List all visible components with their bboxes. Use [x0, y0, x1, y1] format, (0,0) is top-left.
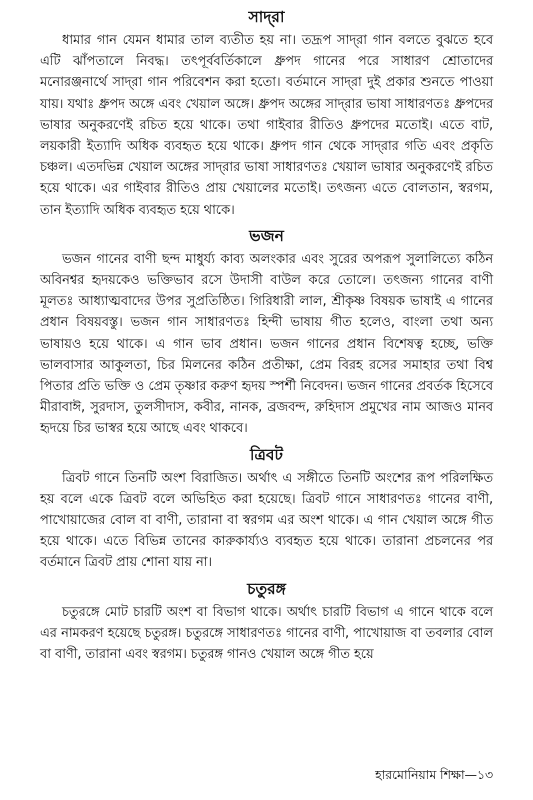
section-paragraph-tribat: ত্রিবট গানে তিনটি অংশ বিরাজিত। অর্থাৎ এ সঙ্গীতে তিনটি অংশের রূপ পরিলক্ষিত হয় বলে একে ত্রিবট বলে অভিহিত করা হয়েছে। ত্রিবট গানে সাধারণতঃ গানের বাণী, পাখোয়াজের বোল বা বাণী, তারানা বা স্বরগম এর অংশ থাকে। এ গান খেয়াল অঙ্গে গীত হয়ে থাকে। এতে বিভিন্ন তানের কারুকার্য্যও ব্যবহৃত হয়ে থাকে। তারানা প্রচলনের পর বর্তমানে ত্রিবট প্রায় শোনা যায় না। [40, 470, 493, 571]
section-paragraph-chaturanga: চতুরঙ্গে মোট চারটি অংশ বা বিভাগ থাকে। অর্থাৎ চারটি বিভাগ এ গানে থাকে বলে এর নামকরণ হয়েছে চতুরঙ্গ। চতুরঙ্গে সাধারণতঃ গানের বাণী, পাখোয়াজ বা তবলার বোল বা বাণী, তারানা এবং স্বরগম। চতুরঙ্গ গানও খেয়াল অঙ্গে গীত হয়ে [40, 604, 493, 663]
section-bhajan [40, 225, 493, 440]
section-heading-tribat: ত্রিবট [250, 445, 283, 464]
section-chaturanga [40, 578, 493, 666]
page-footer: হারমোনিয়াম শিক্ষা—১৩ [375, 767, 493, 782]
section-heading-chaturanga: চতুরঙ্গ [247, 579, 286, 598]
section-sadra [40, 6, 493, 221]
section-heading-bhajan: ভজন [249, 226, 284, 245]
section-paragraph-sadra: ধামার গান যেমন ধামার তাল ব্যতীত হয় না। তদ্রূপ সাদ্‌রা গান বলতে বুঝতে হবে এটি ঝাঁপতালে নিবদ্ধ। তৎপূর্ববর্তিকালে ধ্রুপদ গানের পরে সাধারণ শ্রোতাদের মনোরঞ্জনার্থে সাদ্‌রা গান পরিবেশন করা হতো। বর্তমানে সাদ্‌রা দুই প্রকার শুনতে পাওয়া যায়। যথাঃ ধ্রুপদ অঙ্গে এবং খেয়াল অঙ্গে। ধ্রুপদ অঙ্গের সাদ্‌রার ভাষা সাধারণতঃ ধ্রুপদের ভাষার অনুকরণেই রচিত হয়ে থাকে। তথা গাইবার রীতিও ধ্রুপদের মতোই। এতে বাট, লয়কারী ইত্যাদি অধিক ব্যবহৃত হয়ে থাকে। ধ্রুপদ গান থেকে সাদ্‌রার গতি এবং প্রকৃতি চঞ্চল। এতদভিন্ন খেয়াল অঙ্গের সাদ্‌রার ভাষা সাধারণতঃ খেয়াল ভাষার অনুকরণেই রচিত হয়ে থাকে। এর গাইবার রীতিও প্রায় খেয়ালের মতোই। তৎজন্য এতে বোলতান, স্বরগম, তান ইত্যাদি অধিক ব্যবহৃত হয়ে থাকে। [40, 33, 493, 218]
section-paragraph-bhajan: ভজন গানের বাণী ছন্দ মাধুর্য্য কাব্য অলংকার এবং সুরের অপরূপ সুলালিত্যে কঠিন অবিনশ্বর হৃদয়কেও ভক্তিভাব রসে উদাসী বাউল করে তোলে। তৎজন্য গানের বাণী মূলতঃ আধ্যাত্মবাদের উপর সুপ্রতিষ্ঠিত। গিরিধারী লাল, শ্রীকৃষ্ণ বিষয়ক ভাষাই এ গানের প্রধান বিষয়বস্তু। ভজন গান সাধারণতঃ হিন্দী ভাষায় গীত হলেও, বাংলা তথা অন্য ভাষায়ও হয়ে থাকে। এ গান ভাব প্রধান। ভজন গানের প্রধান বিশেষত্ব হচ্ছে, ভক্তি ভালবাসার আকুলতা, চির মিলনের কঠিন প্রতীক্ষা, প্রেম বিরহ রসের সমাহার তথা বিশ্ব পিতার প্রতি ভক্তি ও প্রেম তৃষ্ণার করুণ হৃদয় স্পর্শী নিবেদন। ভজন গানের প্রবর্তক হিসেবে মীরাবাঈ, সুরদাস, তুলসীদাস, কবীর, নানক, ব্রজবন্দ, রুহিদাস প্রমুখের নাম আজও মানব হৃদয়ে চির ভাস্বর হয়ে আছে এবং থাকবে। [40, 251, 493, 437]
section-heading-sadra: সাদ্‌রা [248, 8, 285, 26]
section-tribat [40, 444, 493, 574]
